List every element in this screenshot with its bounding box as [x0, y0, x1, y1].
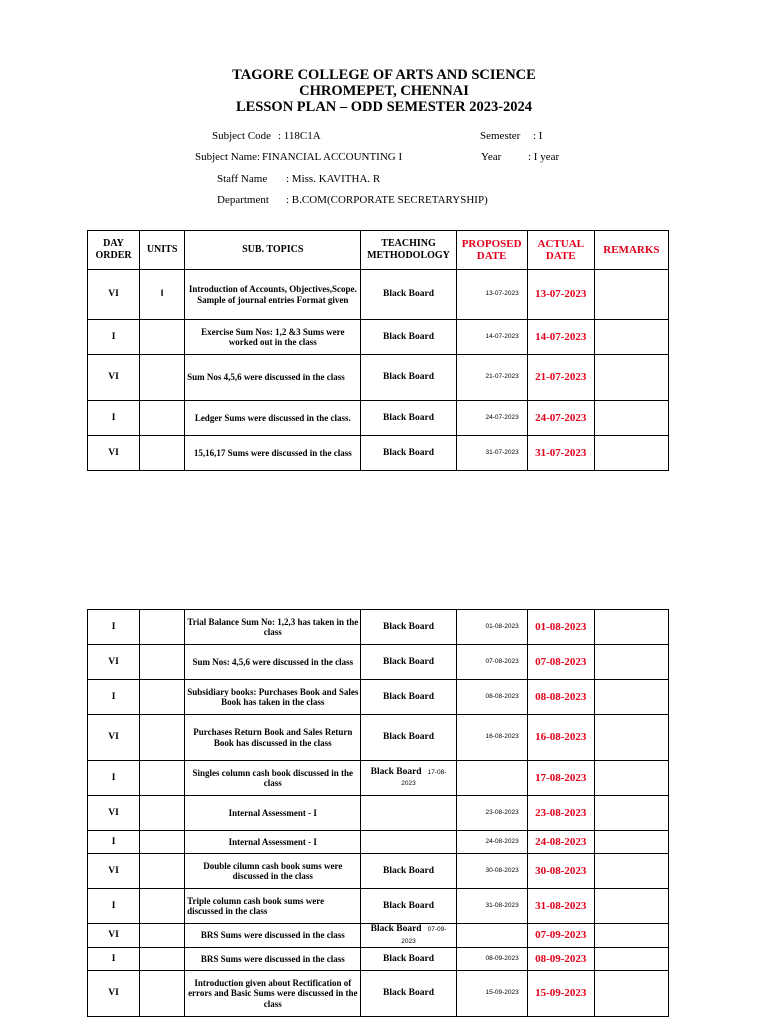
sub-topic-cell: Exercise Sum Nos: 1,2 &3 Sums were worked out in the class — [185, 320, 361, 355]
actual-date-cell: 07-09-2023 — [527, 924, 594, 948]
day-order-cell: VI — [88, 436, 140, 471]
day-order-cell: VI — [88, 796, 140, 831]
remarks-cell — [594, 796, 668, 831]
unit-cell — [140, 610, 185, 645]
semester-value: : I — [533, 130, 543, 142]
unit-cell — [140, 948, 185, 971]
subject-name-value: FINANCIAL ACCOUNTING I — [262, 151, 403, 163]
actual-date-cell: 07-08-2023 — [527, 645, 594, 680]
table-row — [88, 401, 669, 436]
remarks-cell — [594, 270, 668, 320]
remarks-cell — [594, 645, 668, 680]
teaching-method-cell: Black Board — [361, 948, 456, 971]
remarks-cell — [594, 610, 668, 645]
actual-date-cell: 24-08-2023 — [527, 831, 594, 854]
staff-name-value: : Miss. KAVITHA. R — [286, 173, 381, 185]
day-order-cell: I — [88, 320, 140, 355]
sub-topic-cell: Sum Nos: 4,5,6 were discussed in the class — [185, 645, 361, 680]
remarks-cell — [594, 680, 668, 715]
proposed-date-cell: 30-08-2023 — [456, 854, 527, 889]
actual-date-cell: 30-08-2023 — [527, 854, 594, 889]
day-order-cell: VI — [88, 270, 140, 320]
sub-topic-cell: Purchases Return Book and Sales Return Book has discussed in the class — [185, 715, 361, 761]
table-row — [88, 924, 669, 948]
day-order-cell: VI — [88, 971, 140, 1017]
table-row — [88, 680, 669, 715]
lesson-plan-title: LESSON PLAN – ODD SEMESTER 2023-2024 — [235, 99, 533, 115]
col-remarks: REMARKS — [594, 231, 668, 270]
unit-cell — [140, 436, 185, 471]
table-row — [88, 270, 669, 320]
teaching-method-cell: Black Board — [361, 971, 456, 1017]
day-order-cell: VI — [88, 645, 140, 680]
remarks-cell — [594, 401, 668, 436]
proposed-date-cell: 08-09-2023 — [456, 948, 527, 971]
proposed-date-cell: 07-08-2023 — [456, 645, 527, 680]
day-order-cell: I — [88, 401, 140, 436]
actual-date-cell: 17-08-2023 — [527, 761, 594, 796]
teaching-method-cell — [361, 796, 456, 831]
proposed-date-cell: 31-07-2023 — [456, 436, 527, 471]
proposed-date-cell: 21-07-2023 — [456, 355, 527, 401]
year-label: Year — [481, 151, 502, 163]
sub-topic-cell: Sum Nos 4,5,6 were discussed in the class — [185, 355, 361, 401]
proposed-date-cell: 01-08-2023 — [456, 610, 527, 645]
day-order-cell: VI — [88, 854, 140, 889]
unit-cell — [140, 761, 185, 796]
sub-topic-cell: Triple column cash book sums were discussed in the class — [185, 889, 361, 924]
proposed-date-cell — [456, 761, 527, 796]
col-proposed-date: PROPOSED DATE — [456, 231, 527, 270]
teaching-method-cell: Black Board 17-08-2023 — [361, 761, 456, 796]
actual-date-cell: 14-07-2023 — [527, 320, 594, 355]
table-row — [88, 971, 669, 1017]
college-location: CHROMEPET, CHENNAI — [299, 83, 469, 99]
proposed-date-cell: 24-07-2023 — [456, 401, 527, 436]
year-value: : I year — [528, 151, 560, 163]
proposed-date-cell: 13-07-2023 — [456, 270, 527, 320]
proposed-date-cell: 24-08-2023 — [456, 831, 527, 854]
remarks-cell — [594, 948, 668, 971]
unit-cell: I — [140, 270, 185, 320]
teaching-method-cell: Black Board — [361, 610, 456, 645]
unit-cell — [140, 645, 185, 680]
sub-topic-cell: 15,16,17 Sums were discussed in the class — [185, 436, 361, 471]
teaching-method-cell: Black Board — [361, 889, 456, 924]
misplaced-date: 17-08-2023 — [401, 768, 447, 787]
sub-topic-cell: Double cilumn cash book sums were discussed in the class — [185, 854, 361, 889]
actual-date-cell: 23-08-2023 — [527, 796, 594, 831]
day-order-cell: VI — [88, 715, 140, 761]
actual-date-cell: 08-08-2023 — [527, 680, 594, 715]
teaching-method-cell: Black Board — [361, 715, 456, 761]
table-row — [88, 831, 669, 854]
day-order-cell: I — [88, 761, 140, 796]
subject-code-label: Subject Code — [212, 130, 271, 142]
sub-topic-cell: Introduction of Accounts, Objectives,Scope. Sample of journal entries Format given — [185, 270, 361, 320]
sub-topic-cell: Subsidiary books: Purchases Book and Sales Book has taken in the class — [185, 680, 361, 715]
teaching-method-cell: Black Board — [361, 854, 456, 889]
proposed-date-cell: 16-08-2023 — [456, 715, 527, 761]
lesson-table-2-body — [88, 610, 669, 1017]
teaching-method-cell: Black Board — [361, 355, 456, 401]
table-row — [88, 715, 669, 761]
sub-topic-cell: Trial Balance Sum No: 1,2,3 has taken in the class — [185, 610, 361, 645]
table-row — [88, 610, 669, 645]
day-order-cell: I — [88, 680, 140, 715]
table-row — [88, 320, 669, 355]
remarks-cell — [594, 320, 668, 355]
day-order-cell: I — [88, 610, 140, 645]
teaching-method-cell: Black Board 07-09-2023 — [361, 924, 456, 948]
col-units: UNITS — [140, 231, 185, 270]
actual-date-cell: 13-07-2023 — [527, 270, 594, 320]
sub-topic-cell: BRS Sums were discussed in the class — [185, 924, 361, 948]
table-row — [88, 889, 669, 924]
col-teaching-methodology: TEACHING METHODOLOGY — [361, 231, 456, 270]
remarks-cell — [594, 436, 668, 471]
actual-date-cell: 24-07-2023 — [527, 401, 594, 436]
unit-cell — [140, 401, 185, 436]
lesson-table-1 — [87, 230, 669, 471]
remarks-cell — [594, 924, 668, 948]
teaching-method-cell: Black Board — [361, 320, 456, 355]
remarks-cell — [594, 831, 668, 854]
teaching-method-cell: Black Board — [361, 645, 456, 680]
unit-cell — [140, 971, 185, 1017]
table-row — [88, 645, 669, 680]
unit-cell — [140, 854, 185, 889]
table-row — [88, 796, 669, 831]
table-row — [88, 355, 669, 401]
unit-cell — [140, 320, 185, 355]
proposed-date-cell: 15-09-2023 — [456, 971, 527, 1017]
proposed-date-cell: 23-08-2023 — [456, 796, 527, 831]
table-row — [88, 761, 669, 796]
proposed-date-cell: 14-07-2023 — [456, 320, 527, 355]
teaching-method-cell: Black Board — [361, 436, 456, 471]
day-order-cell: VI — [88, 355, 140, 401]
actual-date-cell: 21-07-2023 — [527, 355, 594, 401]
actual-date-cell: 08-09-2023 — [527, 948, 594, 971]
remarks-cell — [594, 971, 668, 1017]
remarks-cell — [594, 854, 668, 889]
misplaced-date: 07-09-2023 — [401, 926, 447, 945]
day-order-cell: I — [88, 889, 140, 924]
sub-topic-cell: Ledger Sums were discussed in the class. — [185, 401, 361, 436]
sub-topic-cell: Internal Assessment - I — [185, 831, 361, 854]
department-label: Department — [217, 194, 269, 206]
unit-cell — [140, 715, 185, 761]
sub-topic-cell: BRS Sums were discussed in the class — [185, 948, 361, 971]
sub-topic-cell: Singles column cash book discussed in the class — [185, 761, 361, 796]
college-name: TAGORE COLLEGE OF ARTS AND SCIENCE — [232, 67, 536, 83]
proposed-date-cell: 08-08-2023 — [456, 680, 527, 715]
col-day-order: DAY ORDER — [88, 231, 140, 270]
unit-cell — [140, 889, 185, 924]
day-order-cell: I — [88, 948, 140, 971]
sub-topic-cell: Internal Assessment - I — [185, 796, 361, 831]
day-order-cell: VI — [88, 924, 140, 948]
remarks-cell — [594, 889, 668, 924]
remarks-cell — [594, 761, 668, 796]
lesson-table-2 — [87, 609, 669, 1017]
unit-cell — [140, 924, 185, 948]
teaching-method-cell: Black Board — [361, 680, 456, 715]
subject-name-label: Subject Name: — [195, 151, 261, 163]
teaching-method-cell — [361, 831, 456, 854]
remarks-cell — [594, 355, 668, 401]
proposed-date-cell — [456, 924, 527, 948]
actual-date-cell: 01-08-2023 — [527, 610, 594, 645]
table-row — [88, 948, 669, 971]
lesson-table-1-body — [88, 270, 669, 471]
table-row — [88, 436, 669, 471]
unit-cell — [140, 796, 185, 831]
day-order-cell: I — [88, 831, 140, 854]
unit-cell — [140, 355, 185, 401]
department-value: : B.COM(CORPORATE SECRETARYSHIP) — [286, 194, 488, 206]
table-row — [88, 854, 669, 889]
actual-date-cell: 31-08-2023 — [527, 889, 594, 924]
remarks-cell — [594, 715, 668, 761]
actual-date-cell: 16-08-2023 — [527, 715, 594, 761]
semester-label: Semester — [480, 130, 521, 142]
unit-cell — [140, 680, 185, 715]
sub-topic-cell: Introduction given about Rectification of errors and Basic Sums were discussed in the class — [185, 971, 361, 1017]
unit-cell — [140, 831, 185, 854]
actual-date-cell: 15-09-2023 — [527, 971, 594, 1017]
col-actual-date: ACTUAL DATE — [527, 231, 594, 270]
actual-date-cell: 31-07-2023 — [527, 436, 594, 471]
subject-code-value: : 118C1A — [278, 130, 321, 142]
staff-name-label: Staff Name — [217, 173, 268, 185]
col-sub-topics: SUB. TOPICS — [185, 231, 361, 270]
proposed-date-cell: 31-08-2023 — [456, 889, 527, 924]
teaching-method-cell: Black Board — [361, 270, 456, 320]
teaching-method-cell: Black Board — [361, 401, 456, 436]
